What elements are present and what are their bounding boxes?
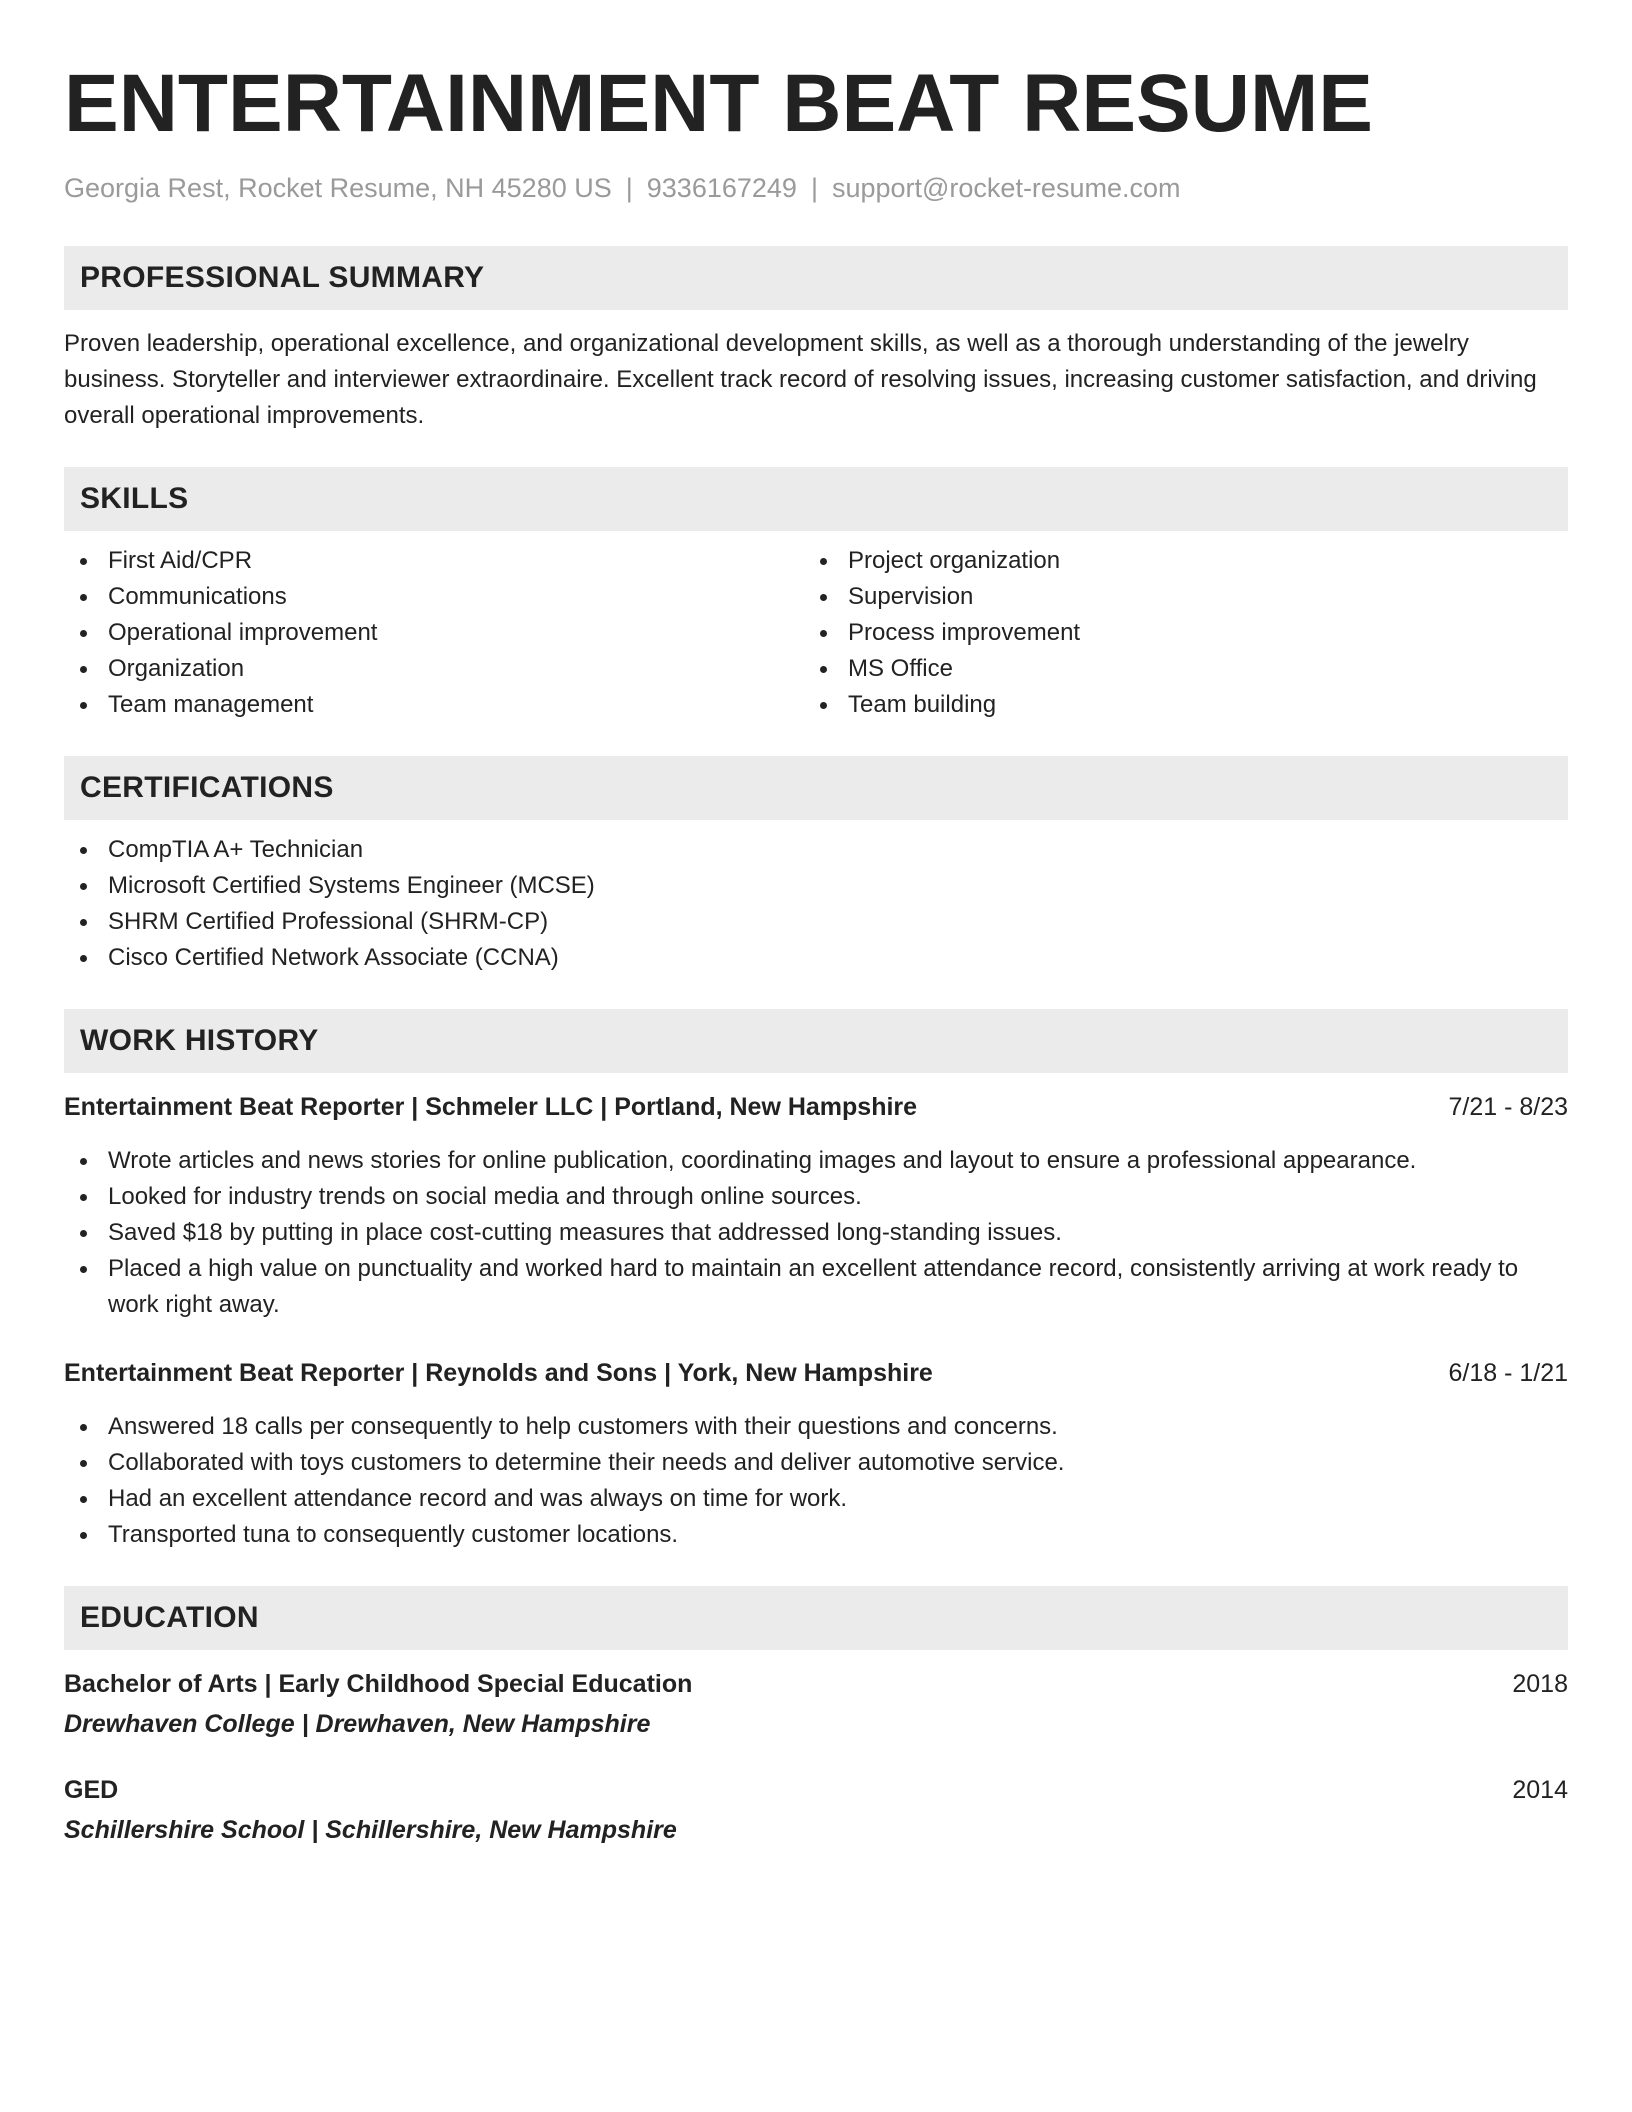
skill-label: Operational improvement (108, 619, 378, 646)
skill-label: Supervision (848, 583, 974, 610)
job-duty-text: Transported tuna to consequently customer locations. (108, 1521, 679, 1548)
education-school: Drewhaven College | Drewhaven, New Hampshire (64, 1710, 651, 1738)
skill-label: First Aid/CPR (108, 547, 253, 574)
certification-label: SHRM Certified Professional (SHRM-CP) (108, 908, 549, 935)
education-school: Schillershire School | Schillershire, New Hampshire (64, 1816, 677, 1844)
job-duty (64, 1251, 1568, 1323)
job-entry (64, 1089, 1568, 1323)
contact-separator: | (810, 173, 818, 203)
job-title: Entertainment Beat Reporter | Reynolds and Sons | York, New Hampshire (64, 1359, 933, 1387)
bullet-icon (80, 847, 87, 854)
bullet-icon (80, 1460, 87, 1467)
bullet-icon (80, 630, 87, 637)
certification-item (64, 868, 1568, 904)
certifications-list (64, 832, 1568, 976)
section-header-summary: PROFESSIONAL SUMMARY (64, 246, 1568, 310)
skill-item (64, 687, 804, 723)
certification-label: Cisco Certified Network Associate (CCNA) (108, 944, 559, 971)
skills-column-left (64, 543, 804, 723)
bullet-icon (820, 630, 827, 637)
certification-item (64, 940, 1568, 976)
education-degree: Bachelor of Arts | Early Childhood Special Education (64, 1670, 693, 1698)
resume-title: ENTERTAINMENT BEAT RESUME (64, 58, 1373, 149)
bullet-icon (80, 1532, 87, 1539)
job-entry (64, 1355, 1568, 1553)
skill-item (64, 615, 804, 651)
skills-grid (64, 543, 1568, 723)
bullet-icon (80, 919, 87, 926)
job-duty (64, 1215, 1568, 1251)
job-duty (64, 1517, 1568, 1553)
job-duties-list (64, 1409, 1568, 1553)
bullet-icon (80, 558, 87, 565)
job-duty (64, 1445, 1568, 1481)
bullet-icon (80, 1266, 87, 1273)
job-duty-text: Wrote articles and news stories for online publication, coordinating images and layout to ensure a professional appearance. (108, 1147, 1417, 1174)
skill-item (804, 543, 1544, 579)
skill-label: Team management (108, 691, 314, 718)
skill-label: Organization (108, 655, 245, 682)
job-duty (64, 1481, 1568, 1517)
job-duty-text: Collaborated with toys customers to determine their needs and deliver automotive service. (108, 1449, 1065, 1476)
bullet-icon (80, 1158, 87, 1165)
skill-label: Project organization (848, 547, 1061, 574)
bullet-icon (820, 558, 827, 565)
job-dates: 7/21 - 8/23 (1448, 1093, 1568, 1121)
education-year: 2014 (1512, 1776, 1568, 1804)
section-header-certifications: CERTIFICATIONS (64, 756, 1568, 820)
job-title: Entertainment Beat Reporter | Schmeler LLC | Portland, New Hampshire (64, 1093, 918, 1121)
certification-label: Microsoft Certified Systems Engineer (MCSE) (108, 872, 595, 899)
bullet-icon (820, 666, 827, 673)
section-header-education: EDUCATION (64, 1586, 1568, 1650)
summary-text: Proven leadership, operational excellence, and organizational development skills, as well as a thorough understanding of the jewelry business. Storyteller and interviewer extraordinaire. Excellent track record of resolving issues, increasing customer satisfaction, and driving overall operational improvements. (64, 330, 1537, 429)
skills-column-right (804, 543, 1544, 723)
skill-item (64, 651, 804, 687)
bullet-icon (80, 666, 87, 673)
skills-list-left (64, 543, 804, 723)
bullet-icon (80, 1496, 87, 1503)
job-duty (64, 1409, 1568, 1445)
skill-item (804, 651, 1544, 687)
certification-item (64, 904, 1568, 940)
contact-email: support@rocket-resume.com (831, 173, 1181, 203)
job-duty-text: Saved $18 by putting in place cost-cutting measures that addressed long-standing issues. (108, 1219, 1062, 1246)
education-degree: GED (64, 1776, 119, 1804)
section-header-work-history: WORK HISTORY (64, 1009, 1568, 1073)
section-header-skills: SKILLS (64, 467, 1568, 531)
job-duties-list (64, 1143, 1568, 1323)
job-duty-text: Had an excellent attendance record and was always on time for work. (108, 1485, 848, 1512)
education-year: 2018 (1512, 1670, 1568, 1698)
skill-label: Communications (108, 583, 287, 610)
education-entry (64, 1666, 1568, 1742)
education-header (64, 1772, 1568, 1808)
contact-separator: | (625, 173, 633, 203)
bullet-icon (80, 883, 87, 890)
bullet-icon (80, 955, 87, 962)
job-duty (64, 1179, 1568, 1215)
skill-item (804, 687, 1544, 723)
certification-item (64, 832, 1568, 868)
skill-item (804, 579, 1544, 615)
skill-label: Team building (848, 691, 997, 718)
certification-label: CompTIA A+ Technician (108, 836, 364, 863)
education-header (64, 1666, 1568, 1702)
skill-item (64, 543, 804, 579)
education-entry (64, 1772, 1568, 1848)
skill-item (64, 579, 804, 615)
bullet-icon (80, 702, 87, 709)
contact-line (64, 170, 1568, 206)
contact-address: Georgia Rest, Rocket Resume, NH 45280 US (64, 173, 612, 203)
skill-label: MS Office (848, 655, 953, 682)
job-duty-text: Placed a high value on punctuality and worked hard to maintain an excellent attendance record, consistently arriving at work ready to work right away. (108, 1255, 1519, 1318)
contact-phone: 9336167249 (646, 173, 797, 203)
bullet-icon (820, 702, 827, 709)
job-header (64, 1089, 1568, 1125)
bullet-icon (80, 1230, 87, 1237)
skill-label: Process improvement (848, 619, 1081, 646)
skill-item (804, 615, 1544, 651)
job-duty (64, 1143, 1568, 1179)
bullet-icon (80, 594, 87, 601)
bullet-icon (80, 1424, 87, 1431)
skills-list-right (804, 543, 1544, 723)
job-duty-text: Looked for industry trends on social media and through online sources. (108, 1183, 862, 1210)
job-duty-text: Answered 18 calls per consequently to help customers with their questions and concerns. (108, 1413, 1058, 1440)
job-header (64, 1355, 1568, 1391)
bullet-icon (820, 594, 827, 601)
bullet-icon (80, 1194, 87, 1201)
job-dates: 6/18 - 1/21 (1448, 1359, 1568, 1387)
